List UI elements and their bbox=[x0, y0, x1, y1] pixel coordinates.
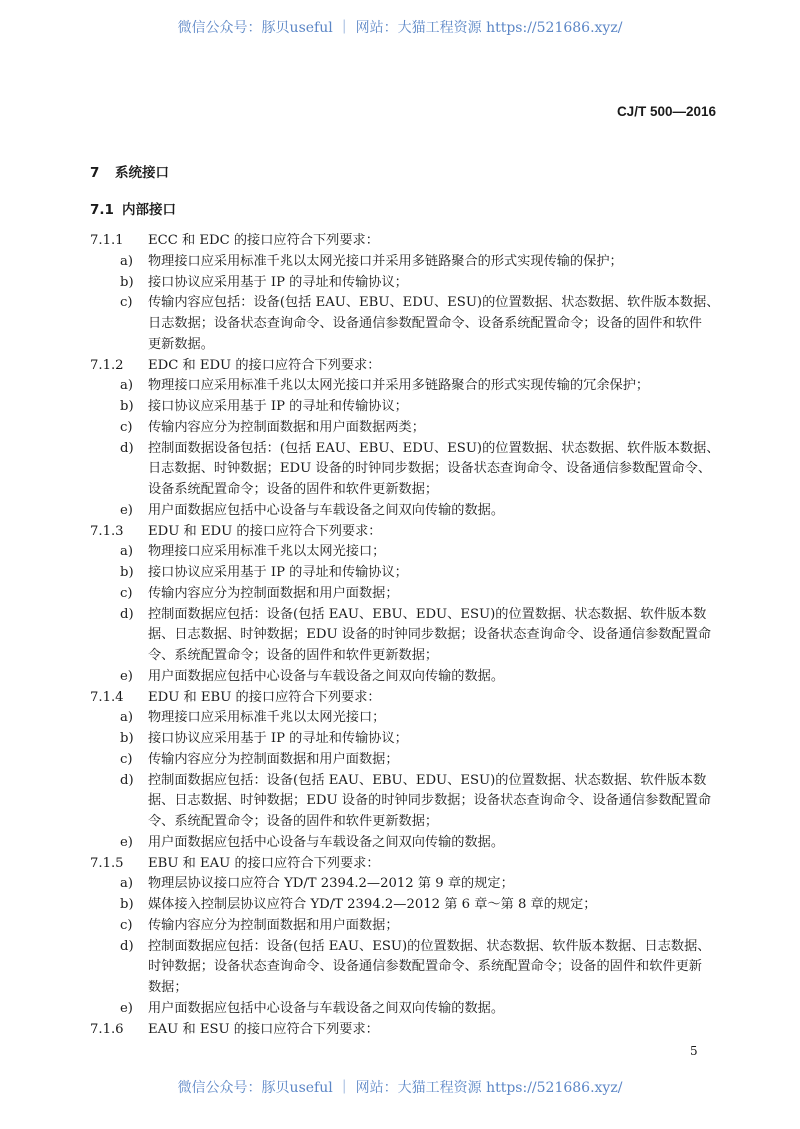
list-item-line bbox=[90, 957, 702, 978]
list-item-label: c) bbox=[120, 295, 133, 311]
list-item-text: 物理接口应采用标准千兆以太网光接口； bbox=[148, 544, 386, 560]
list-item-label: c) bbox=[120, 917, 133, 933]
list-item-text: 日志数据；设备状态查询命令、设备通信参数配置命令、设备系统配置命令；设备的固件和软件 bbox=[148, 316, 702, 331]
list-item-text: 时钟数据；设备状态查询命令、设备通信参数配置命令、系统配置命令；设备的固件和软件更新 bbox=[148, 959, 702, 975]
list-item-label: c) bbox=[120, 419, 133, 435]
clause-heading bbox=[90, 688, 702, 709]
list-item-text: 物理接口应采用标准千兆以太网光接口并采用多链路聚合的形式实现传输的保护； bbox=[148, 253, 623, 269]
list-item-text: 用户面数据应包括中心设备与车载设备之间双向传输的数据。 bbox=[148, 1000, 505, 1016]
list-item-text: 传输内容应分为控制面数据和用户面数据； bbox=[148, 585, 399, 601]
clause-heading bbox=[90, 1020, 702, 1041]
clause-title: EDC 和 EDU 的接口应符合下列要求： bbox=[148, 357, 381, 373]
list-item-text: 接口协议应采用基于 IP 的寻址和传输协议； bbox=[148, 565, 408, 580]
list-item-line bbox=[90, 812, 702, 833]
list-item-text: 设备系统配置命令；设备的固件和软件更新数据； bbox=[148, 482, 439, 497]
section-heading bbox=[90, 198, 176, 218]
list-item-line bbox=[90, 480, 702, 501]
list-item-line bbox=[90, 646, 702, 667]
list-item-label: c) bbox=[120, 585, 133, 601]
list-item-text: 控制面数据应包括：设备(包括 EAU、EBU、EDU、ESU)的位置数据、状态数据、软件版本数 bbox=[148, 606, 707, 622]
watermark-bottom: 微信公众号：豚贝useful ｜ 网站：大猫工程资源 https://521686.xyz/ bbox=[177, 1080, 623, 1096]
chapter-number: 7 bbox=[90, 165, 100, 181]
chapter-heading bbox=[90, 161, 169, 181]
list-item-text: 令、系统配置命令；设备的固件和软件更新数据； bbox=[148, 814, 439, 829]
list-item-text: 日志数据、时钟数据；EDU 设备的时钟同步数据；设备状态查询命令、设备通信参数配置命令、 bbox=[148, 461, 712, 477]
list-item-label: b) bbox=[120, 897, 134, 912]
list-item-label: a) bbox=[120, 378, 134, 394]
list-item-line bbox=[90, 293, 720, 314]
list-item-label: e) bbox=[120, 1000, 133, 1016]
list-item-text: 更新数据。 bbox=[148, 336, 214, 352]
list-item-text: 令、系统配置命令；设备的固件和软件更新数据； bbox=[148, 648, 439, 663]
clause-number: 7.1.4 bbox=[90, 689, 124, 705]
clause-heading bbox=[90, 522, 702, 543]
list-item-text: 据、日志数据、时钟数据；EDU 设备的时钟同步数据；设备状态查询命令、设备通信参数配置命 bbox=[148, 793, 712, 809]
list-item-label: a) bbox=[120, 544, 134, 560]
clause-number: 7.1.6 bbox=[90, 1021, 124, 1037]
clause-heading bbox=[90, 854, 702, 875]
clause-number: 7.1.5 bbox=[90, 855, 124, 871]
list-item-text: 接口协议应采用基于 IP 的寻址和传输协议； bbox=[148, 399, 408, 414]
list-item-line bbox=[90, 833, 702, 854]
list-item-label: e) bbox=[120, 834, 133, 850]
list-item-line bbox=[90, 335, 702, 356]
list-item-label: a) bbox=[120, 253, 134, 269]
list-item-line bbox=[90, 874, 702, 895]
section-number: 7.1 bbox=[90, 202, 114, 218]
list-item-text: 控制面数据应包括：设备(包括 EAU、ESU)的位置数据、状态数据、软件版本数据、日志数据、 bbox=[148, 938, 711, 954]
list-item-line bbox=[90, 605, 707, 626]
clause-title: EAU 和 ESU 的接口应符合下列要求： bbox=[148, 1021, 379, 1037]
list-item-label: d) bbox=[120, 938, 134, 954]
list-item-line bbox=[90, 750, 702, 771]
list-item-line bbox=[90, 771, 707, 792]
list-item-line bbox=[90, 439, 720, 460]
list-item-line bbox=[90, 501, 702, 522]
list-item-label: e) bbox=[120, 668, 133, 684]
list-item-line bbox=[90, 563, 702, 584]
list-item-text: 传输内容应分为控制面数据和用户面数据； bbox=[148, 917, 399, 933]
list-item-line bbox=[90, 418, 702, 439]
list-item-text: 传输内容应分为控制面数据和用户面数据两类； bbox=[148, 419, 425, 435]
list-item-text: 控制面数据应包括：设备(包括 EAU、EBU、EDU、ESU)的位置数据、状态数据、软件版本数 bbox=[148, 772, 707, 788]
list-item-text: 物理层协议接口应符合 YD/T 2394.2—2012 第 9 章的规定； bbox=[148, 876, 514, 892]
list-item-line bbox=[90, 937, 711, 958]
list-item-text: 接口协议应采用基于 IP 的寻址和传输协议； bbox=[148, 731, 408, 746]
list-item-text: 据、日志数据、时钟数据；EDU 设备的时钟同步数据；设备状态查询命令、设备通信参数配置命 bbox=[148, 627, 712, 643]
list-item-line bbox=[90, 667, 702, 688]
list-item-text: 物理接口应采用标准千兆以太网光接口； bbox=[148, 710, 386, 726]
list-item-line bbox=[90, 729, 702, 750]
list-item-label: c) bbox=[120, 751, 133, 767]
list-item-line bbox=[90, 252, 702, 273]
list-item-text: 控制面数据设备包括：(包括 EAU、EBU、EDU、ESU)的位置数据、状态数据、软件版本数据、 bbox=[148, 440, 720, 456]
standard-number: CJ/T 500—2016 bbox=[616, 104, 716, 119]
list-item-line bbox=[90, 895, 702, 916]
list-item-text: 数据； bbox=[148, 980, 188, 995]
list-item-line bbox=[90, 999, 702, 1020]
list-item-line bbox=[90, 584, 702, 605]
list-item-line bbox=[90, 542, 702, 563]
list-item-text: 接口协议应采用基于 IP 的寻址和传输协议； bbox=[148, 274, 408, 290]
list-item-line bbox=[90, 791, 712, 812]
watermark-top: 微信公众号：豚贝useful ｜ 网站：大猫工程资源 https://521686.xyz/ bbox=[177, 20, 623, 36]
list-item-line bbox=[90, 397, 702, 418]
list-item-line bbox=[90, 273, 702, 294]
list-item-label: a) bbox=[120, 876, 134, 892]
list-item-label: a) bbox=[120, 710, 134, 726]
list-item-text: 物理接口应采用标准千兆以太网光接口并采用多链路聚合的形式实现传输的冗余保护； bbox=[148, 378, 650, 394]
document-body bbox=[90, 231, 720, 1040]
list-item-text: 用户面数据应包括中心设备与车载设备之间双向传输的数据。 bbox=[148, 668, 505, 684]
list-item-line bbox=[90, 625, 712, 646]
clause-title: ECC 和 EDC 的接口应符合下列要求： bbox=[148, 233, 379, 248]
list-item-line bbox=[90, 376, 702, 397]
list-item-line bbox=[90, 314, 702, 335]
list-item-label: b) bbox=[120, 565, 134, 580]
list-item-text: 媒体接入控制层协议应符合 YD/T 2394.2—2012 第 6 章～第 8 章的规定； bbox=[148, 897, 597, 912]
section-title: 内部接口 bbox=[122, 202, 176, 218]
clause-title: EDU 和 EDU 的接口应符合下列要求： bbox=[148, 523, 382, 539]
list-item-line bbox=[90, 978, 702, 999]
chapter-title: 系统接口 bbox=[115, 165, 169, 181]
clause-title: EBU 和 EAU 的接口应符合下列要求： bbox=[148, 855, 380, 871]
clause-number: 7.1.1 bbox=[90, 233, 124, 248]
clause-number: 7.1.2 bbox=[90, 357, 124, 373]
list-item-text: 传输内容应包括：设备(包括 EAU、EBU、EDU、ESU)的位置数据、状态数据、软件版本数据、 bbox=[148, 295, 720, 311]
clause-title: EDU 和 EBU 的接口应符合下列要求： bbox=[148, 689, 381, 705]
list-item-line bbox=[90, 708, 702, 729]
list-item-label: d) bbox=[120, 606, 134, 622]
list-item-line bbox=[90, 459, 712, 480]
list-item-line bbox=[90, 916, 702, 937]
list-item-label: b) bbox=[120, 274, 134, 290]
list-item-text: 用户面数据应包括中心设备与车载设备之间双向传输的数据。 bbox=[148, 834, 505, 850]
list-item-label: e) bbox=[120, 502, 133, 518]
clause-heading bbox=[90, 356, 702, 377]
list-item-text: 用户面数据应包括中心设备与车载设备之间双向传输的数据。 bbox=[148, 502, 505, 518]
clause-heading bbox=[90, 231, 702, 252]
list-item-label: d) bbox=[120, 772, 134, 788]
list-item-text: 传输内容应分为控制面数据和用户面数据； bbox=[148, 751, 399, 767]
page-number: 5 bbox=[690, 1044, 698, 1058]
list-item-label: d) bbox=[120, 440, 134, 456]
list-item-label: b) bbox=[120, 399, 134, 414]
list-item-label: b) bbox=[120, 731, 134, 746]
clause-number: 7.1.3 bbox=[90, 523, 124, 539]
